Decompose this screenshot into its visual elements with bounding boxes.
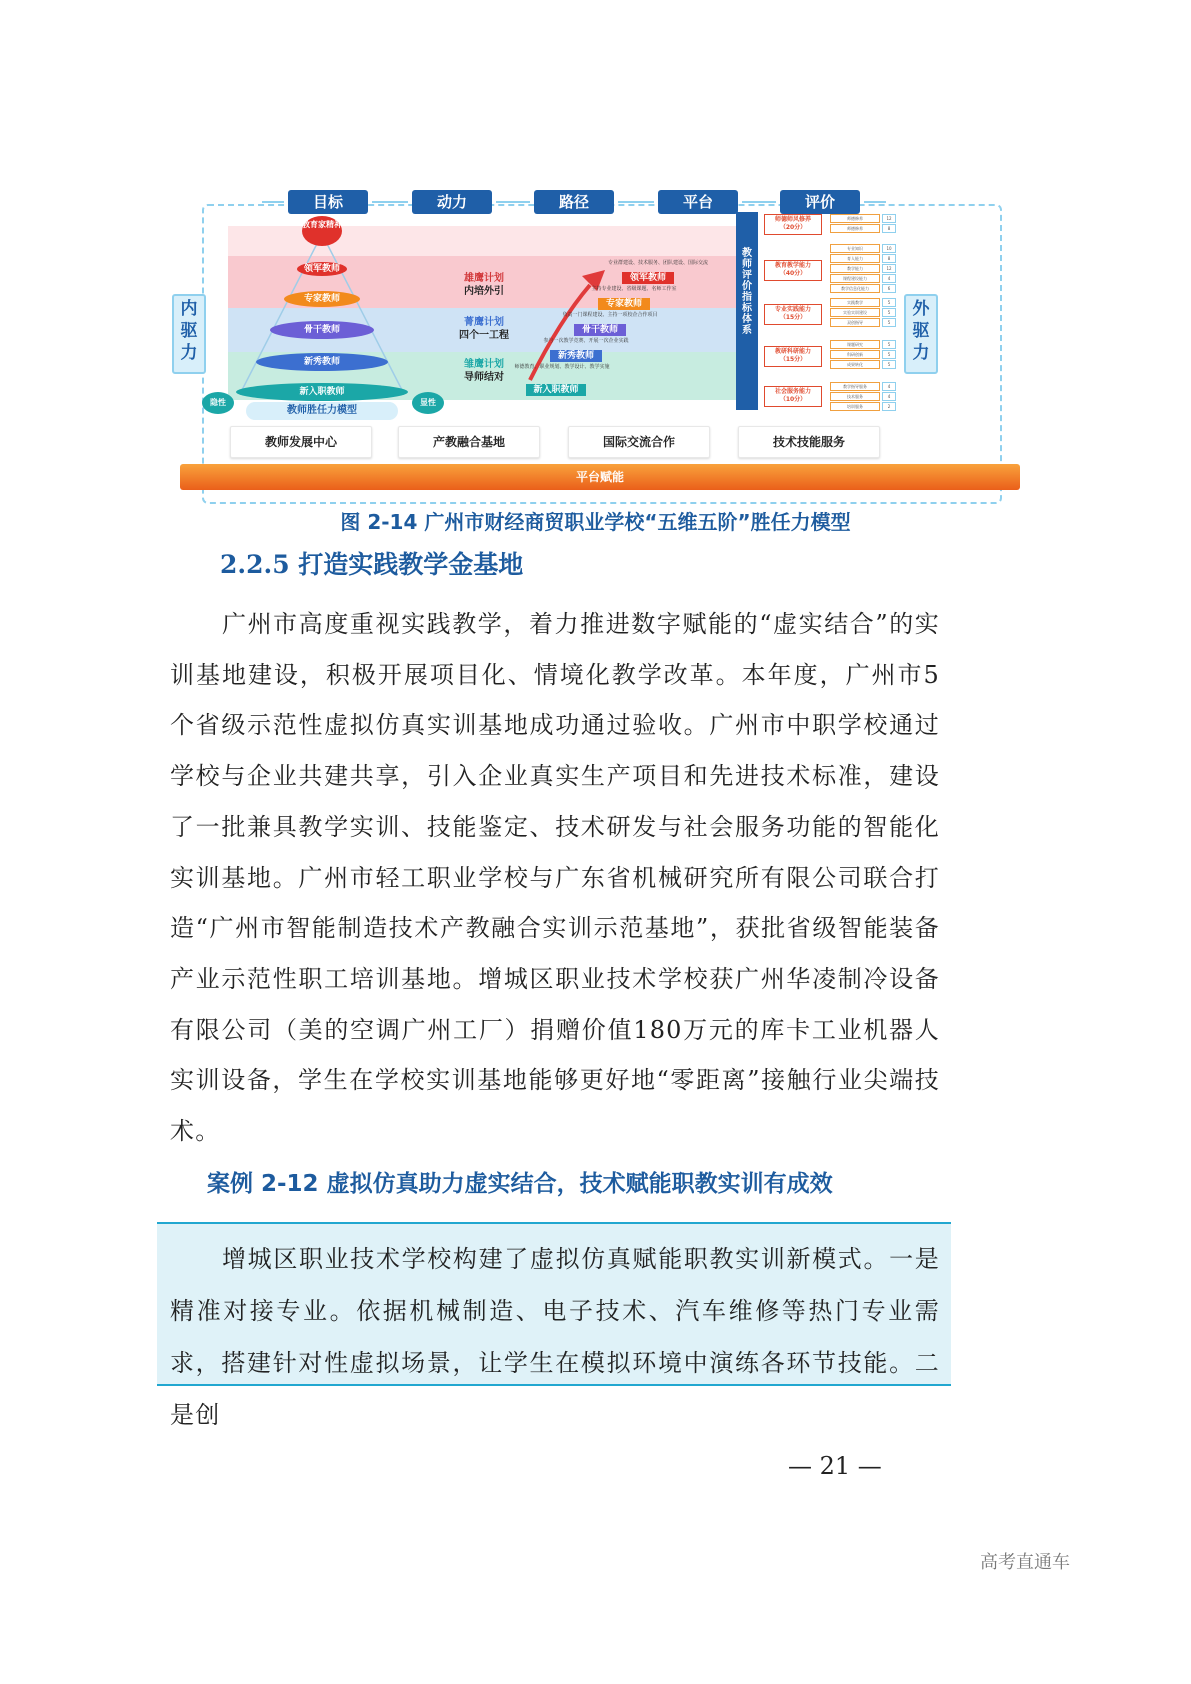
eval-system-text: 教师评价指标体系 bbox=[742, 248, 752, 336]
eval-teaching-score: （40分） bbox=[779, 270, 807, 277]
eval-service-name: 社会服务能力 bbox=[774, 388, 811, 395]
plan-eagle bbox=[444, 272, 524, 298]
eval-service bbox=[764, 386, 822, 407]
plan-eagle-name: 雄鹰计划 bbox=[464, 273, 504, 284]
eval-research-sub-1-score: 5 bbox=[882, 340, 896, 349]
outer-drive-text: 外驱力 bbox=[912, 299, 930, 363]
eval-practice-sub-3-score: 5 bbox=[882, 318, 896, 327]
eval-teaching-sub-5-score: 6 bbox=[882, 284, 896, 293]
eval-teaching bbox=[764, 260, 822, 281]
figure-caption: 图 2-14 广州市财经商贸职业学校“五维五阶”胜任力模型 bbox=[340, 510, 851, 534]
eval-teaching-sub-1-score: 10 bbox=[882, 244, 896, 253]
eval-teaching-sub-3-score: 12 bbox=[882, 264, 896, 273]
eval-practice-sub-1: 实践教学 bbox=[830, 298, 880, 307]
eval-research-sub-2-score: 5 bbox=[882, 350, 896, 359]
platform-industry-edu-base: 产教融合基地 bbox=[398, 426, 540, 458]
plan-elite bbox=[444, 316, 524, 342]
eval-teaching-sub-3: 教学能力 bbox=[830, 264, 880, 273]
eval-ethics-name: 师德师风修养 bbox=[774, 216, 811, 223]
tier-new: 新入职教师 bbox=[236, 383, 408, 401]
eval-practice-sub-2: 实验实训建设 bbox=[830, 308, 880, 317]
stair-rising bbox=[536, 338, 636, 362]
header-platform: 平台 bbox=[658, 190, 738, 214]
platform-teacher-dev-center: 教师发展中心 bbox=[230, 426, 372, 458]
eval-ethics-sub-1: 师德修养 bbox=[830, 214, 880, 223]
eval-service-score: （10分） bbox=[779, 396, 807, 403]
eval-practice-name: 专业实践能力 bbox=[774, 306, 811, 313]
header-drive: 动力 bbox=[412, 190, 492, 214]
stair-backbone-label: 骨干教师 bbox=[574, 324, 626, 336]
educator-spirit: 教育家精神 bbox=[302, 216, 342, 246]
eval-ethics-sub-2: 师德修养 bbox=[830, 224, 880, 233]
eval-teaching-sub-4-score: 4 bbox=[882, 274, 896, 283]
stair-expert bbox=[584, 286, 684, 310]
stair-backbone bbox=[560, 312, 660, 336]
stair-rising-note: 参与一次教学竞赛、开展一次企业实践 bbox=[543, 338, 629, 344]
tier-expert: 专家教师 bbox=[284, 291, 360, 307]
eval-research-sub-1: 课题研究 bbox=[830, 340, 880, 349]
eval-research-name: 教研科研能力 bbox=[774, 348, 811, 355]
eval-teaching-name: 教育教学能力 bbox=[774, 262, 811, 269]
eval-service-sub-2: 技术服务 bbox=[830, 392, 880, 401]
stair-leader-label: 领军教师 bbox=[622, 272, 674, 284]
eval-research bbox=[764, 346, 822, 367]
watermark: 高考直通车 bbox=[980, 1552, 1070, 1573]
eval-research-score: （15分） bbox=[779, 356, 807, 363]
eval-teaching-sub-5: 教学信息化能力 bbox=[830, 284, 880, 293]
eval-teaching-sub-2-score: 8 bbox=[882, 254, 896, 263]
plan-elite-sub: 四个一工程 bbox=[459, 330, 509, 341]
plan-eagle-sub: 内培外引 bbox=[464, 286, 504, 297]
eval-ethics bbox=[764, 214, 822, 235]
eval-practice-sub-1-score: 5 bbox=[882, 298, 896, 307]
stair-expert-note: 主持专业建设、省级课题、名师工作室 bbox=[591, 286, 677, 292]
eval-ethics-sub-1-score: 12 bbox=[882, 214, 896, 223]
stair-new bbox=[512, 364, 612, 398]
eval-practice-score: （15分） bbox=[779, 314, 807, 321]
eval-system-bar bbox=[736, 212, 758, 410]
tier-rising: 新秀教师 bbox=[256, 353, 388, 371]
eval-ethics-sub-2-score: 8 bbox=[882, 224, 896, 233]
stair-leader bbox=[608, 260, 708, 284]
stair-new-note: 师德教育、职业规划、教学设计、教学实施 bbox=[514, 364, 610, 370]
eval-teaching-sub-4: 课程建设能力 bbox=[830, 274, 880, 283]
eval-research-sub-3: 成果转化 bbox=[830, 360, 880, 369]
case-title: 案例 2-12 虚拟仿真助力虚实结合，技术赋能职教实训有成效 bbox=[207, 1171, 833, 1197]
eval-ethics-score: （20分） bbox=[779, 224, 807, 231]
tier-backbone: 骨干教师 bbox=[270, 321, 374, 339]
platform-international: 国际交流合作 bbox=[568, 426, 710, 458]
inner-drive-text: 内驱力 bbox=[180, 299, 198, 363]
eval-teaching-sub-2: 育人能力 bbox=[830, 254, 880, 263]
eval-service-sub-1-score: 4 bbox=[882, 382, 896, 391]
implicit-tag: 隐性 bbox=[202, 392, 234, 414]
case-text: 增城区职业技术学校构建了虚拟仿真赋能职教实训新模式。一是精准对接专业。依据机械制造、电子技术、汽车维修等热门专业需求，搭建针对性虚拟场景，让学生在模拟环境中演练各环节技能。二是创 bbox=[170, 1245, 940, 1429]
section-title: 2.2.5 打造实践教学金基地 bbox=[220, 550, 524, 579]
eval-research-sub-3-score: 5 bbox=[882, 360, 896, 369]
header-evaluation: 评价 bbox=[780, 190, 860, 214]
header-path: 路径 bbox=[534, 190, 614, 214]
eval-service-sub-3-score: 2 bbox=[882, 402, 896, 411]
eval-service-sub-2-score: 4 bbox=[882, 392, 896, 401]
competency-model-figure bbox=[180, 190, 1020, 530]
plan-fledgling-sub: 导师结对 bbox=[464, 372, 504, 383]
stair-backbone-note: 负责一门课程建设、主持一项校企合作项目 bbox=[562, 312, 658, 318]
header-goal: 目标 bbox=[288, 190, 368, 214]
explicit-tag: 显性 bbox=[412, 392, 444, 414]
plan-elite-name: 菁鹰计划 bbox=[464, 317, 504, 328]
platform-tech-service: 技术技能服务 bbox=[738, 426, 880, 458]
eval-practice-sub-2-score: 5 bbox=[882, 308, 896, 317]
eval-practice-sub-3: 双创指导 bbox=[830, 318, 880, 327]
stair-rising-label: 新秀教师 bbox=[550, 350, 602, 362]
eval-service-sub-3: 培训服务 bbox=[830, 402, 880, 411]
plan-fledgling-name: 雏鹰计划 bbox=[464, 359, 504, 370]
eval-service-sub-1: 教学指导服务 bbox=[830, 382, 880, 391]
competency-model-base: 教师胜任力模型 bbox=[246, 402, 398, 420]
eval-research-sub-2: 科研创新 bbox=[830, 350, 880, 359]
stair-leader-note: 专业群建设、技术服务、团队建设、国际交流 bbox=[608, 260, 709, 266]
body-paragraph: 广州市高度重视实践教学，着力推进数字赋能的“虚实结合”的实训基地建设，积极开展项目化、情境化教学改革。本年度，广州市5个省级示范性虚拟仿真实训基地成功通过验收。广州市中职学校通过学校与企业共建共享，引入企业真实生产项目和先进技术标准，建设了一批兼具教学实训、技能鉴定、技术研发与社会服务功能的智能化实训基地。广州市轻工职业学校与广东省机械研究所有限公司联合打造“广州市智能制造技术产教融合实训示范基地”，获批省级智能装备产业示范性职工培训基地。增城区职业技术学校获广州华凌制冷设备有限公司（美的空调广州工厂）捐赠价值180万元的库卡工业机器人实训设备，学生在学校实训基地能够更好地“零距离”接触行业尖端技术。 bbox=[170, 610, 940, 1146]
stair-new-label: 新入职教师 bbox=[526, 384, 586, 396]
eval-practice bbox=[764, 304, 822, 325]
eval-teaching-sub-1: 专业知识 bbox=[830, 244, 880, 253]
stair-expert-label: 专家教师 bbox=[598, 298, 650, 310]
page-number: — 21 — bbox=[788, 1452, 882, 1480]
platform-empower-bar: 平台赋能 bbox=[180, 464, 1020, 490]
tier-leader: 领军教师 bbox=[297, 262, 347, 276]
